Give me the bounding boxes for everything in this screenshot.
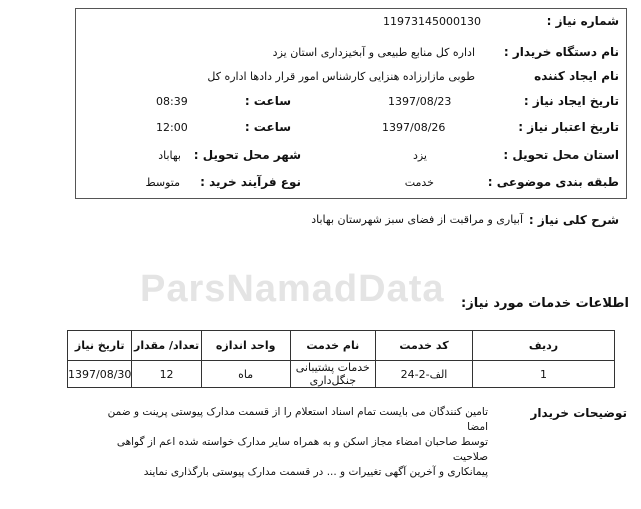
buyer-notes-line: توسط صاحبان امضاء مجاز اسکن و به همراه سایر مدارک خواسته شده اعم از گواهی صلاحیت [116, 436, 488, 463]
header-quantity: تعداد/ مقدار [132, 331, 201, 361]
created-time-value: 08:39 [156, 95, 188, 108]
valid-date-value: 1397/08/26 [382, 121, 446, 134]
services-title: اطلاعات خدمات مورد نیاز: [461, 296, 629, 311]
valid-time-label: ساعت : [244, 120, 291, 134]
valid-date-label: تاریخ اعتبار نیاز : [518, 120, 619, 134]
cell-service-name: خدمات پشتیبانی جنگل‌داری [290, 361, 375, 388]
category-label: طبقه بندی موضوعی : [487, 175, 619, 189]
header-service-code: کد خدمت [375, 331, 472, 361]
buyer-notes-line: پیمانکاری و آخرین آگهی تغییرات و ... در قسمت مدارک پیوستی بارگذاری نمایند [143, 466, 488, 478]
province-value: یزد [412, 149, 427, 162]
buyer-notes-text [96, 405, 488, 480]
creator-label: نام ایجاد کننده [534, 69, 619, 83]
need-number-label: شماره نیاز : [546, 14, 619, 28]
header-need-date: تاریخ نیاز [68, 331, 132, 361]
cell-unit: ماه [201, 361, 290, 388]
buyer-notes-label: توضیحات خریدار [530, 406, 627, 420]
created-date-value: 1397/08/23 [388, 95, 452, 108]
valid-time-value: 12:00 [156, 121, 188, 134]
watermark-text: ParsNamadData [140, 268, 445, 310]
buyer-notes-line: تامین کنندگان می بایست تمام اسناد استعلام را از قسمت مدارک پیوستی پرینت و ضمن امضا [107, 406, 488, 433]
province-label: استان محل تحویل : [503, 148, 619, 162]
city-label: شهر محل تحویل : [193, 148, 301, 162]
table-header-row [68, 331, 615, 361]
cell-need-date: 1397/08/30 [68, 361, 132, 388]
process-value: متوسط [145, 176, 180, 189]
header-service-name: نام خدمت [290, 331, 375, 361]
services-table [67, 330, 615, 388]
header-unit: واحد اندازه [201, 331, 290, 361]
process-label: نوع فرآیند خرید : [200, 175, 301, 189]
need-number-value: 11973145000130 [383, 15, 481, 28]
header-row-number: ردیف [473, 331, 615, 361]
buyer-org-label: نام دستگاه خریدار : [503, 45, 619, 59]
created-time-label: ساعت : [244, 94, 291, 108]
category-value: خدمت [404, 176, 434, 189]
cell-service-code: الف-2-24 [375, 361, 472, 388]
summary-label: شرح کلی نیاز : [528, 213, 619, 227]
summary-value: آبیاری و مراقبت از فضای سبز شهرستان بهاباد [311, 213, 523, 226]
city-value: بهاباد [158, 149, 181, 162]
table-row [68, 361, 615, 388]
buyer-org-value: اداره کل منابع طبیعی و آبخیزداری استان یزد [272, 46, 475, 59]
cell-quantity: 12 [132, 361, 201, 388]
created-date-label: تاریخ ایجاد نیاز : [523, 94, 619, 108]
creator-value: طوبی مازارزاده هنزایی کارشناس امور قرار دادها اداره کل [207, 70, 475, 83]
cell-row-number: 1 [473, 361, 615, 388]
